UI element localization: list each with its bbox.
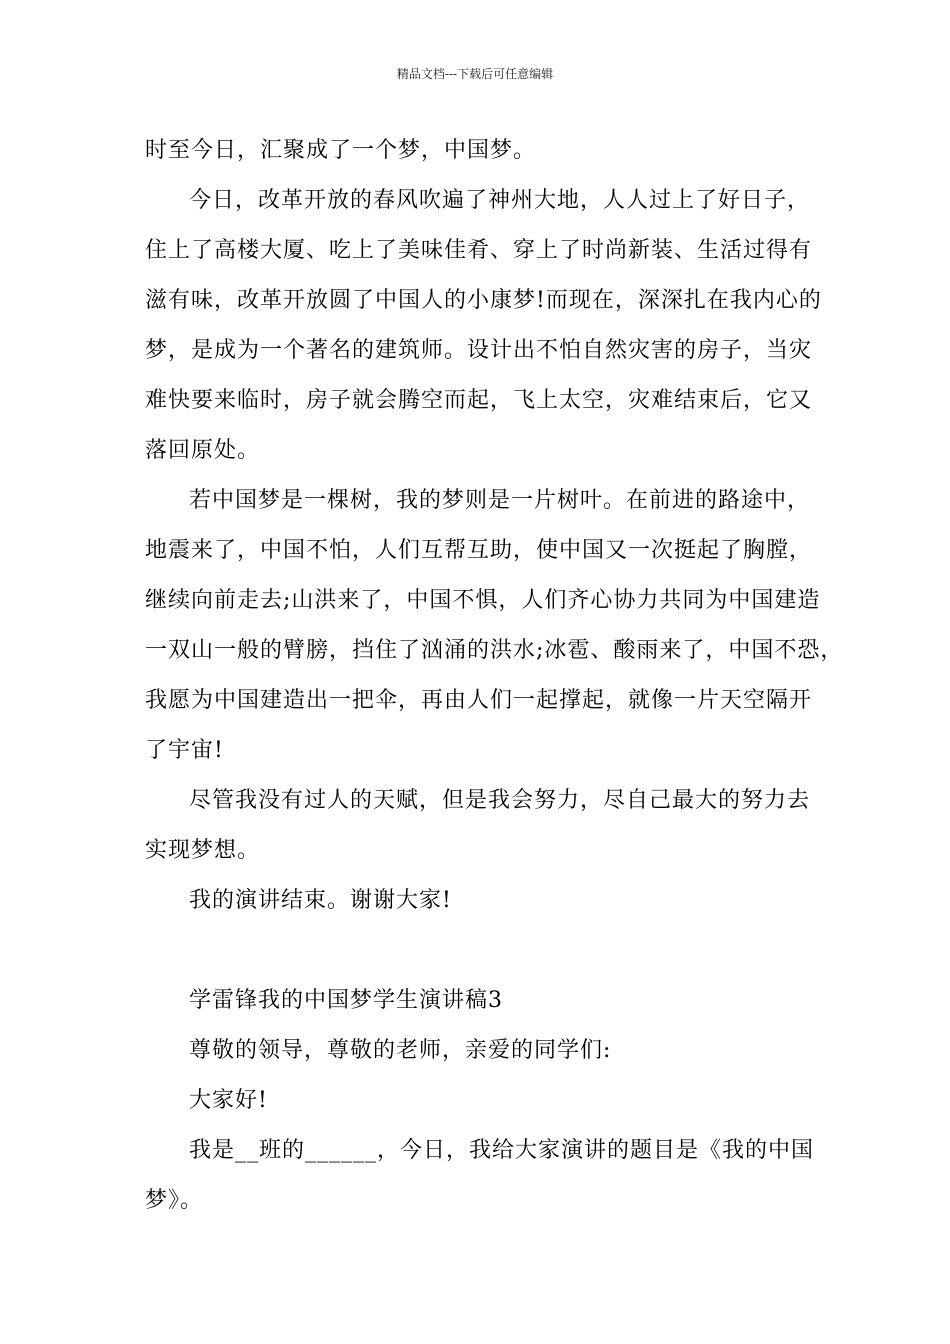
text-line: 继续向前走去;山洪来了，中国不惧，人们齐心协力共同为中国建造 [145,588,821,613]
text-line: 时至今日，汇聚成了一个梦，中国梦。 [145,138,537,163]
text-line: 我的演讲结束。谢谢大家! [189,888,452,913]
text-line: 尊敬的领导，尊敬的老师，亲爱的同学们: [189,1038,612,1063]
text-line: 我愿为中国建造出一把伞，再由人们一起撑起，就像一片天空隔开 [145,688,813,713]
text-line: 住上了高楼大厦、吃上了美味佳肴、穿上了时尚新装、生活过得有 [145,238,813,263]
section-title: 学雷锋我的中国梦学生演讲稿3 [189,988,503,1013]
text-line: 滋有味，改革开放圆了中国人的小康梦!而现在，深深扎在我内心的 [145,288,822,313]
text-line: 一双山一般的臂膀，挡住了汹涌的洪水;冰雹、酸雨来了，中国不恐， [145,638,844,663]
text-line: 尽管我没有过人的天赋，但是我会努力，尽自己最大的努力去 [189,788,811,813]
text-line: 落回原处。 [145,438,261,463]
text-line: 若中国梦是一棵树，我的梦则是一片树叶。在前进的路途中， [189,488,811,513]
text-line: 梦，是成为一个著名的建筑师。设计出不怕自然灾害的房子，当灾 [145,338,813,363]
text-line: 我是__班的______，今日，我给大家演讲的题目是《我的中国 [189,1138,815,1163]
document-body [145,126,844,1226]
text-line: 今日，改革开放的春风吹遍了神州大地，人人过上了好日子， [189,188,811,213]
text-line: 地震来了，中国不怕，人们互帮互助，使中国又一次挺起了胸膛， [145,538,813,563]
text-line: 大家好! [189,1088,268,1113]
text-line: 梦》。 [145,1188,204,1213]
text-line: 难快要来临时，房子就会腾空而起，飞上太空，灾难结束后，它又 [145,388,813,413]
page-header: 精品文档---下载后可任意编辑 [396,67,554,81]
text-line: 了宇宙! [145,738,224,763]
text-line: 实现梦想。 [145,838,261,863]
section-gap [145,926,825,976]
